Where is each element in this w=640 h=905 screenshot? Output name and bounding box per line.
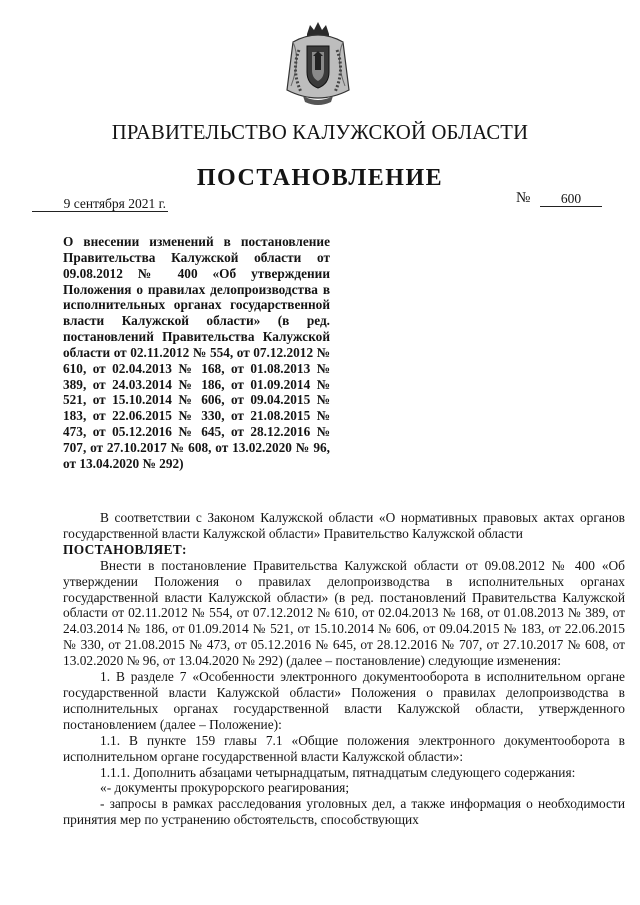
body-paragraph: - запросы в рамках расследования уголовных дел, а также информация о необходимости принятия мер по устранению обстоятельств, способствующих [63,796,625,827]
body-paragraph: 1.1.1. Дополнить абзацами четырнадцатым, пятнадцатым следующего содержания: [100,764,576,780]
body-paragraph: «- документы прокурорского реагирования; [100,780,350,796]
government-name: ПРАВИТЕЛЬСТВО КАЛУЖСКОЙ ОБЛАСТИ [111,120,529,144]
decree-word: ПОСТАНОВЛЯЕТ: [63,541,187,557]
document-body [63,510,625,827]
document-number: 600 [540,192,602,207]
number-label: № [516,190,531,206]
document-type: ПОСТАНОВЛЕНИЕ [196,165,444,191]
coat-of-arms-icon [279,20,357,110]
body-paragraph: 1. В разделе 7 «Особенности электронного документооборота в исполнительном органе государственной власти Калужской области» Положения о правилах делопроизводства в исполнительных органах государственной власти Калужской области, утвержденного постановлением (далее – Положение): [63,669,625,732]
preamble-paragraph: В соответствии с Законом Калужской области «О нормативных правовых актах органов государственной власти Калужской области» Правительство Калужской области [63,510,625,541]
document-date: 9 сентября 2021 г. [32,196,168,212]
body-paragraph: Внести в постановление Правительства Калужской области от 09.08.2012 № 400 «Об утверждении Положения о правилах делопроизводства в исполнительных органах государственной власти Калужской области» (в ред. постановлений Правительства Калужской области от 02.11.2012 № 554, от 07.12.2012 № 610, от 02.04.2013 № 168, от 01.08.2013 № 389, от 24.03.2014 № 186, от 01.09.2014 № 521, от 15.10.2014 № 606, от 09.04.2015 № 183, от 22.06.2015 № 330, от 21.08.2015 № 473, от 05.12.2016 № 645, от 28.12.2016 № 707, от 27.10.2017 № 608, от 13.02.2020 № 96, от 13.04.2020 № 292) (далее – постановление) следующие изменения: [63,557,625,669]
document-subject: О внесении изменений в постановление Правительства Калужской области от 09.08.2012 № 400 «Об утверждении Положения о правилах делопроизводства в исполнительных органах государственной власти Калужской области» (в ред. постановлений Правительства Калужской области от 02.11.2012 № 554, от 07.12.2012 № 610, от 02.04.2013 № 168, от 01.08.2013 № 389, от 24.03.2014 № 186, от 01.09.2014 № 521, от 15.10.2014 № 606, от 09.04.2015 № 183, от 22.06.2015 № 330, от 21.08.2015 № 473, от 05.12.2016 № 645, от 28.12.2016 № 707, от 27.10.2017 № 608, от 13.02.2020 № 96, от 13.04.2020 № 292) [63,234,330,471]
body-paragraph: 1.1. В пункте 159 главы 7.1 «Общие положения электронного документооборота в исполнительном органе государственной власти Калужской области»: [63,732,625,764]
